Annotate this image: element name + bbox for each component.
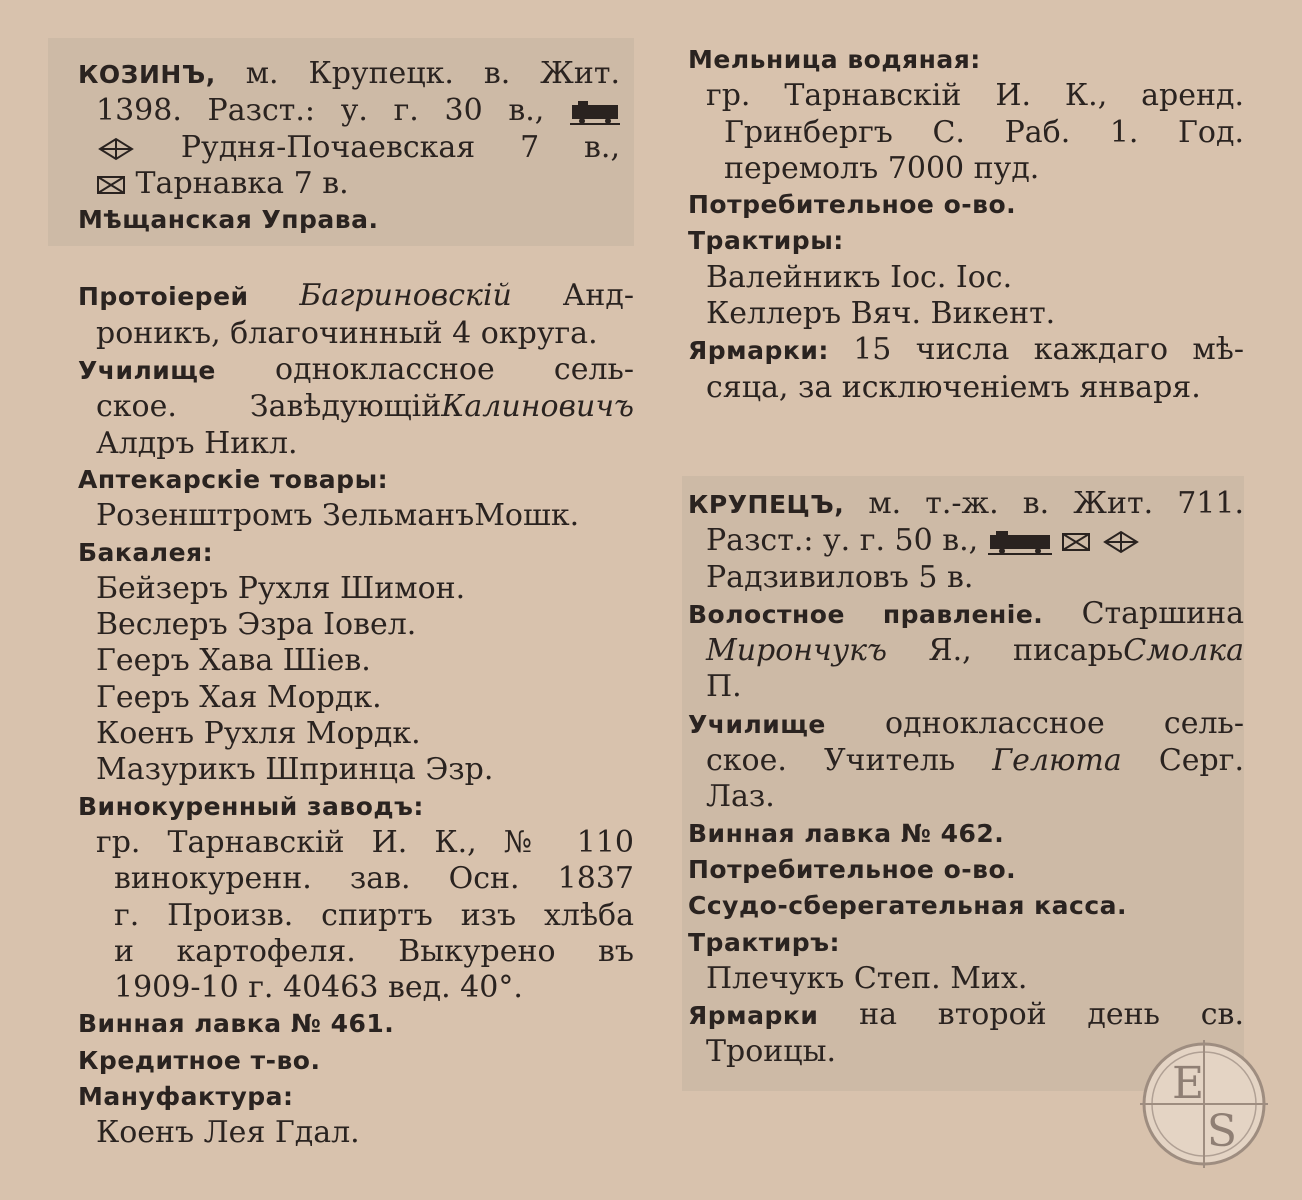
bakaleya-list xyxy=(78,571,634,789)
krupets-distance: Разст.: у. г. 50 в., xyxy=(706,523,979,559)
krupets-yarmarki-line2: Троицы. xyxy=(706,1034,836,1070)
protoierey-name: Багриновскій xyxy=(299,278,512,314)
vinokur-line: винокуренн. зав. Осн. 1837 xyxy=(114,861,634,897)
post-office-icon xyxy=(96,174,126,196)
left-column xyxy=(48,38,634,1152)
list-item: Валейникъ Іос. Іос. xyxy=(706,259,1013,295)
kozin-header-line3 xyxy=(78,130,620,166)
krupets-location: м. т.-ж. в. Жит. 711. xyxy=(868,485,1244,521)
krupets-traktir-label: Трактиръ: xyxy=(688,927,840,957)
krupets-yarmarki-rest: на второй день св. xyxy=(859,997,1244,1033)
kozin-distance: 1398. Разст.: у. г. 30 в., xyxy=(96,93,545,129)
list-item: Келлеръ Вяч. Викент. xyxy=(706,296,1056,332)
uchilishche-label: Училище xyxy=(78,356,216,386)
kozin-name: КОЗИНЪ, xyxy=(78,60,216,89)
krupets-vinnaya-lavka: Винная лавка № 462. xyxy=(688,818,1005,848)
bakaleya-label: Бакалея: xyxy=(78,537,214,567)
krupets-yarmarki-label: Ярмарки xyxy=(688,1001,819,1031)
volost-starshina: Старшина xyxy=(1081,595,1244,631)
krupets-header-line1 xyxy=(688,486,1244,523)
krupets-header-line2 xyxy=(688,523,1244,559)
krupets-uchitel: ское. Учитель xyxy=(706,743,956,779)
yarmarki-line2: сяца, за исключеніемъ января. xyxy=(706,369,1201,405)
apteka-label: Аптекарскіе товары: xyxy=(78,464,389,494)
kozin-rudnya: Рудня-Почаевская 7 в., xyxy=(180,129,620,165)
protoierey-rest: Анд- xyxy=(562,278,634,314)
volost-line3: П. xyxy=(706,669,742,705)
telegraph-icon xyxy=(96,135,136,163)
manufaktura-label: Мануфактура: xyxy=(78,1082,294,1112)
krupets-ssudo-kassa: Ссудо-сберегательная касса. xyxy=(688,891,1128,921)
krupets-block xyxy=(682,476,1244,1091)
traktiry-list xyxy=(688,260,1244,333)
uchilishche-line2 xyxy=(78,389,634,425)
krupets-yarmarki-line1 xyxy=(688,997,1244,1034)
vinokur-line: г. Произв. спиртъ изъ хлѣба xyxy=(114,897,634,933)
list-item: Бейзеръ Рухля Шимон. xyxy=(96,570,466,606)
vinnaya-lavka: Винная лавка № 461. xyxy=(78,1009,395,1039)
krupets-radzivilov: Радзивиловъ 5 в. xyxy=(706,559,974,595)
kozin-header-line2 xyxy=(78,93,620,129)
protoierey-line1 xyxy=(78,278,634,315)
yarmarki-rest: 15 числа каждаго мѣ- xyxy=(853,332,1244,368)
kozin-continued xyxy=(688,42,1244,406)
volost-name1: Мирончукъ xyxy=(706,633,888,669)
kozin-entries xyxy=(48,278,634,1151)
krupets-uchilishche-line3: Лаз. xyxy=(706,779,775,815)
krupets-name: КРУПЕЦЪ, xyxy=(688,489,845,519)
yarmarki-line1 xyxy=(688,332,1244,369)
volost-label: Волостное правленіе. xyxy=(688,599,1044,629)
uchilishche-line1 xyxy=(78,352,634,389)
kozin-header-line4 xyxy=(78,166,620,202)
kozin-location: м. Крупецк. в. Жит. xyxy=(245,56,620,91)
right-column xyxy=(688,42,1244,1091)
volost-pisar: Я., писарь xyxy=(928,633,1124,669)
volost-line2 xyxy=(688,633,1244,669)
kozin-tarnavka: Тарнавка 7 в. xyxy=(135,165,349,201)
list-item: Коенъ Рухля Мордк. xyxy=(96,716,421,752)
krupets-potreb: Потребительное о-во. xyxy=(688,854,1017,884)
melnitsa-line: перемолъ 7000 пуд. xyxy=(724,150,1040,186)
kozin-header-line1 xyxy=(78,56,620,93)
uchilishche-name: Калиновичъ xyxy=(441,389,634,425)
list-item: Веслеръ Эзра Іовел. xyxy=(96,607,417,643)
melnitsa-text xyxy=(688,78,1244,187)
volost-line1 xyxy=(688,596,1244,633)
logo-letter-e: E xyxy=(1171,1058,1205,1109)
list-item: Геeръ Хава Шіев. xyxy=(96,643,371,679)
section-gap xyxy=(688,406,1244,476)
list-item: Мазурикъ Шпринца Эзр. xyxy=(96,752,494,788)
traktiry-label: Трактиры: xyxy=(688,226,844,256)
vinokur-line: и картофеля. Выкурено въ xyxy=(114,933,634,969)
krupets-uchitel-name: Гелюта xyxy=(992,743,1122,779)
krupets-uchitel-patronym: Серг. xyxy=(1158,743,1244,779)
kozin-uprava: Мѣщанская Управа. xyxy=(78,205,379,235)
railway-icon xyxy=(570,99,620,125)
post-office-icon xyxy=(1061,531,1091,553)
protoierey-label: Протоіерей xyxy=(78,282,249,312)
es-logo xyxy=(1140,1040,1268,1168)
telegraph-icon xyxy=(1101,528,1141,556)
logo-letter-s: S xyxy=(1206,1106,1238,1157)
list-item: Геeръ Хая Мордк. xyxy=(96,679,382,715)
vinokur-line: гр. Тарнавскій И. К., № 110 xyxy=(96,824,634,860)
vinokur-text xyxy=(78,825,634,1006)
vinokur-label: Винокуренный заводъ: xyxy=(78,791,424,821)
melnitsa-line: гр. Тарнавскій И. К., аренд. xyxy=(706,78,1244,114)
krupets-uchilishche-line1 xyxy=(688,706,1244,743)
volost-name2: Смолка xyxy=(1123,633,1244,669)
railway-icon xyxy=(988,529,1052,555)
kozin-header-block xyxy=(48,38,634,246)
krupets-uchilishche-rest: одноклассное сель- xyxy=(885,705,1244,741)
melnitsa-label: Мельница водяная: xyxy=(688,45,981,74)
apteka-line1: Розенштромъ ЗельманъМошк. xyxy=(96,498,580,534)
krupets-traktir-line1: Плечукъ Степ. Мих. xyxy=(706,960,1028,996)
krupets-uchilishche-label: Училище xyxy=(688,709,826,739)
uchilishche-zaveduyushchiy: ское. Завѣдующій xyxy=(96,389,442,425)
uchilishche-line3: Алдръ Никл. xyxy=(96,425,298,461)
uchilishche-rest: одноклассное сель- xyxy=(275,352,634,388)
melnitsa-line: Гринбергъ С. Раб. 1. Год. xyxy=(724,114,1244,150)
kreditnoe-tovarishchestvo: Кредитное т-во. xyxy=(78,1045,321,1075)
vinokur-line: 1909-10 г. 40463 вед. 40°. xyxy=(114,970,523,1006)
yarmarki-label: Ярмарки: xyxy=(688,336,829,366)
manufaktura-line1: Коенъ Лея Гдал. xyxy=(96,1115,360,1151)
potreb-obshchestvo: Потребительное о-во. xyxy=(688,190,1017,220)
krupets-uchilishche-line2 xyxy=(688,743,1244,779)
protoierey-line2: роникъ, благочинный 4 округа. xyxy=(96,315,598,351)
